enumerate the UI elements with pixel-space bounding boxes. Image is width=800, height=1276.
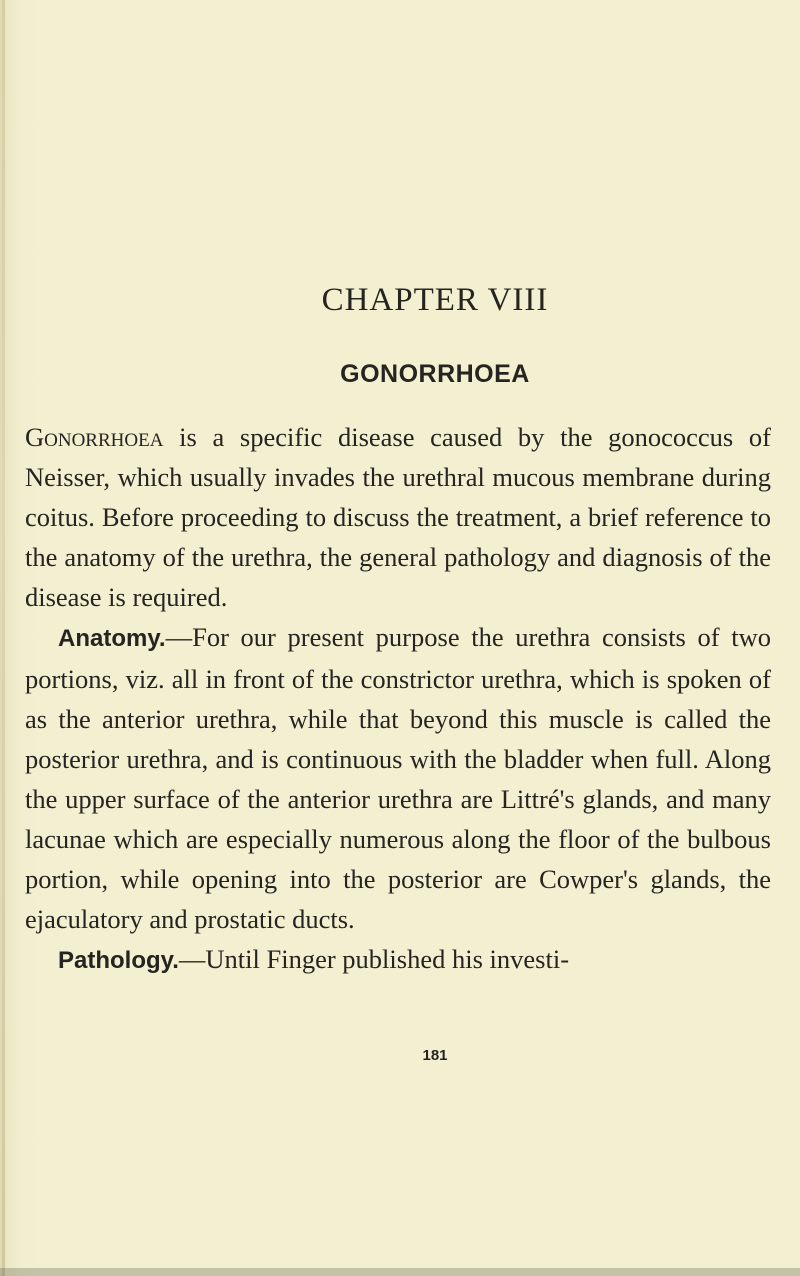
paragraph-intro — [25, 417, 771, 617]
paragraph-pathology — [25, 939, 771, 981]
paragraph-anatomy — [25, 617, 771, 939]
paragraph-text: —Until Finger published his investi- — [178, 944, 570, 974]
section-heading-anatomy: Anatomy. — [58, 625, 166, 652]
chapter-title: GONORRHOEA — [340, 360, 530, 388]
paragraph-text: —For our present purpose the urethra consists of two portions, viz. all in front of the constrictor urethra, which is spoken of as the anterior urethra, while that beyond this muscle is called the posterior urethra, and is continuous with the bladder when full. Along the upper surface of the anterior urethra are Littré's glands, and many lacunae which are especially numerous along the floor of the bulbous portion, while opening into the posterior are Cowper's glands, the ejaculatory and prostatic ducts. — [25, 622, 771, 934]
page-bottom-edge — [0, 1268, 800, 1276]
chapter-heading: CHAPTER VIII — [321, 282, 549, 318]
paragraph-lead-word: Gonorrhoea — [25, 422, 164, 452]
paragraph-text: is a specific disease caused by the gonococcus of Neisser, which usually invades the urethral mucous membrane during coitus. Before proceeding to discuss the treatment, a brief reference to the anatomy of the urethra, the general pathology and diagnosis of the disease is required. — [25, 422, 771, 612]
section-heading-pathology: Pathology. — [58, 947, 179, 974]
page-number: 181 — [422, 1047, 448, 1064]
body-text — [25, 417, 771, 981]
binding-gutter — [2, 0, 5, 1276]
